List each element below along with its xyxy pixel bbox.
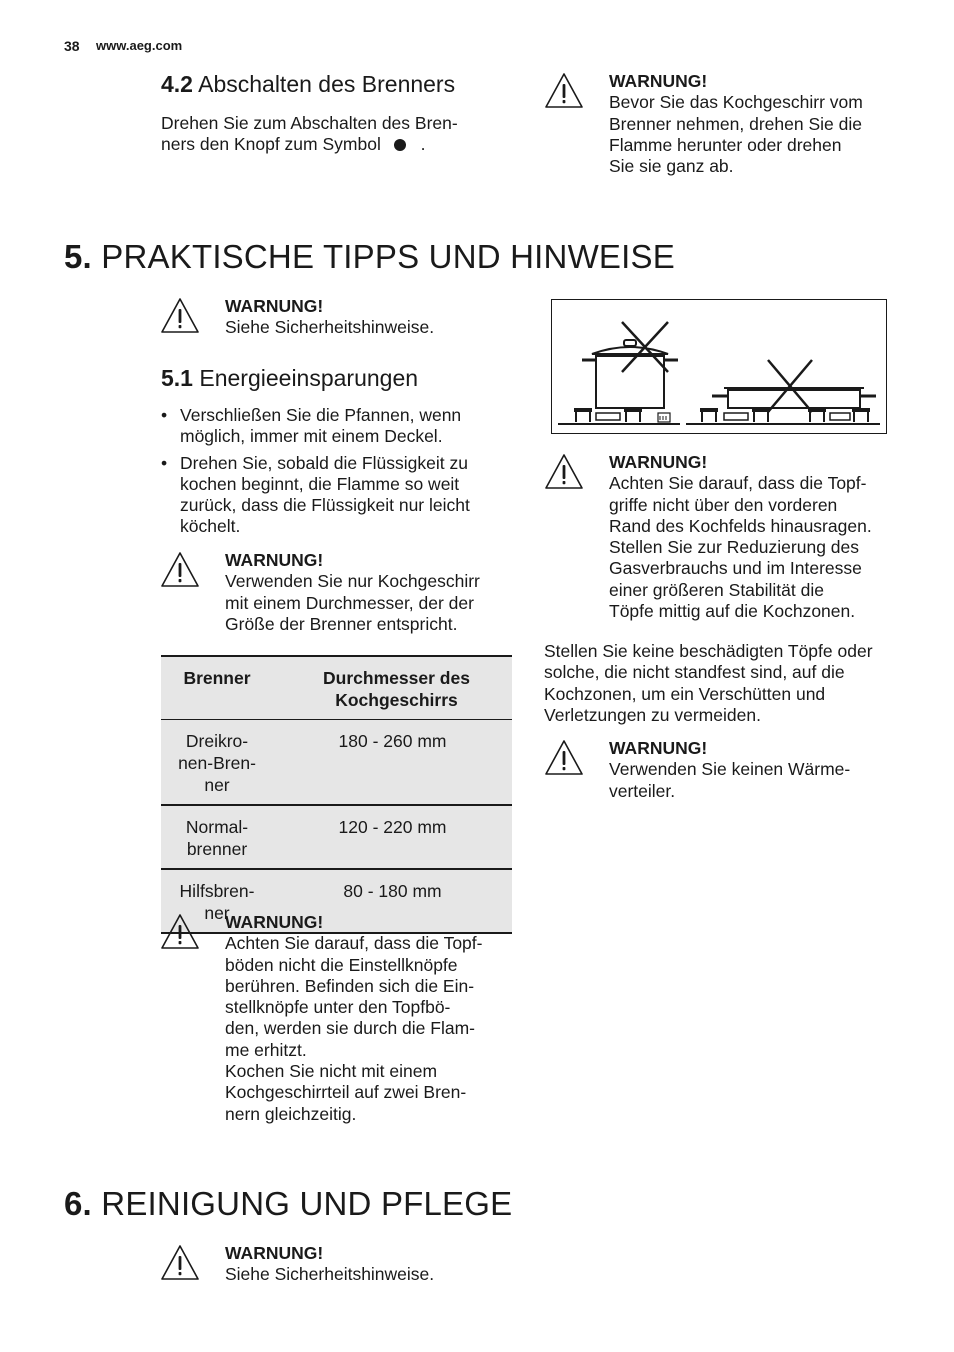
warning-text: Bevor Sie das Kochgeschirr vom Brenner nehmen, drehen Sie die Flamme herunter oder drehen Sie sie ganz ab. [609, 92, 863, 177]
burner-table [161, 655, 512, 934]
warning-block [160, 912, 520, 1132]
warning-block [160, 296, 520, 346]
table-row [161, 805, 512, 869]
warning-title: WARNUNG! [225, 296, 324, 316]
list-item [161, 453, 503, 538]
section-number: 5.1 [161, 365, 193, 391]
cell-text: Hilfsbren-ner [179, 881, 255, 923]
off-symbol-icon [394, 139, 406, 151]
chapter-title: REINIGUNG UND PFLEGE [101, 1185, 513, 1222]
warning-title: WARNUNG! [609, 452, 708, 472]
chapter-title: PRAKTISCHE TIPPS UND HINWEISE [101, 238, 675, 275]
warning-text: Siehe Sicherheitshinweise. [225, 1264, 435, 1285]
list-item-text: Drehen Sie, sobald die Flüssigkeit zu kochen beginnt, die Flamme so weit zurück, dass die Flüssigkeit nur leicht köchelt. [180, 452, 470, 537]
cell-text: Dreikro-nen-Bren-ner [178, 731, 256, 795]
warning-text: Siehe Sicherheitshinweise. [225, 317, 435, 338]
text-fragment: ners den Knopf zum Symbol [161, 134, 381, 155]
pot-on-hob-illustration [552, 300, 886, 433]
cookware-placement-illustration [551, 299, 887, 434]
warning-triangle-icon [160, 1243, 200, 1283]
table-cell: 120 - 220 mm [273, 805, 512, 869]
table-cell: 80 - 180 mm [273, 869, 512, 933]
bullet-icon: • [161, 452, 168, 473]
table-cell [161, 805, 273, 869]
warning-text: Achten Sie darauf, dass die Topf- böden nicht die Einstellknöpfe berühren. Befinden sich die Ein- stellknöpfe unter den Topfbö- den, werden sie durch die Flam- me erhitzt. Kochen Sie nicht mit einem Kochgeschirrteil auf zwei Bren- nern gleichzeitig. [225, 933, 483, 1124]
cell-text: Normal-brenner [185, 817, 249, 859]
section-title: Energieeinsparungen [199, 365, 419, 391]
section-4-2-heading [161, 71, 455, 98]
table-row [161, 720, 512, 806]
section-number: 4.2 [161, 71, 193, 97]
bullet-list [161, 405, 503, 543]
table-header: Brenner [161, 657, 273, 720]
warning-text: Verwenden Sie keinen Wärme- verteiler. [609, 759, 851, 801]
warning-block [544, 452, 904, 627]
table-header-row [161, 657, 512, 720]
paragraph-text: Stellen Sie keine beschädigten Töpfe oder solche, die nicht standfest sind, auf die Kochzonen, um ein Verschütten und Verletzungen zu vermeiden. [544, 641, 873, 725]
warning-triangle-icon [160, 550, 200, 590]
text-fragment: . [420, 134, 426, 155]
table-cell: 180 - 260 mm [273, 720, 512, 806]
warning-title: WARNUNG! [225, 1243, 324, 1263]
table-cell [161, 720, 273, 806]
list-item [161, 405, 503, 448]
page-number: 38 [64, 38, 80, 54]
warning-title: WARNUNG! [225, 912, 324, 932]
warning-title: WARNUNG! [225, 550, 324, 570]
warning-block [544, 738, 904, 808]
warning-triangle-icon [160, 296, 200, 336]
text-line [161, 134, 501, 155]
section-5-1-heading [161, 365, 418, 392]
warning-title: WARNUNG! [609, 71, 708, 91]
warning-triangle-icon [160, 912, 200, 952]
warning-text: Achten Sie darauf, dass die Topf- griffe nicht über den vorderen Rand des Kochfelds hinausragen. Stellen Sie zur Reduzierung des Gasverbrauchs und im Interesse einer größeren Stabilität die Töpfe mittig auf die Kochzonen. [609, 473, 872, 622]
chapter-number: 6. [64, 1185, 92, 1222]
warning-triangle-icon [544, 738, 584, 778]
section-title: Abschalten des Brenners [198, 71, 456, 97]
section-4-2-text [161, 113, 501, 156]
website-url: www.aeg.com [96, 38, 183, 53]
warning-block [160, 1243, 520, 1293]
chapter-6-heading [64, 1185, 512, 1223]
bullet-icon: • [161, 405, 168, 425]
warning-block [160, 550, 520, 640]
warning-triangle-icon [544, 452, 584, 492]
table-header: Durchmesser des Kochgeschirrs [273, 657, 512, 720]
list-item-text: Verschließen Sie die Pfannen, wenn möglich, immer mit einem Deckel. [180, 405, 462, 447]
chapter-number: 5. [64, 238, 92, 275]
warning-text: Verwenden Sie nur Kochgeschirr mit einem Durchmesser, der der Größe der Brenner entspricht. [225, 571, 480, 634]
warning-block [544, 71, 904, 181]
chapter-5-heading [64, 238, 675, 276]
warning-title: WARNUNG! [609, 738, 708, 758]
warning-triangle-icon [544, 71, 584, 111]
text-line: Drehen Sie zum Abschalten des Bren- [161, 113, 458, 133]
